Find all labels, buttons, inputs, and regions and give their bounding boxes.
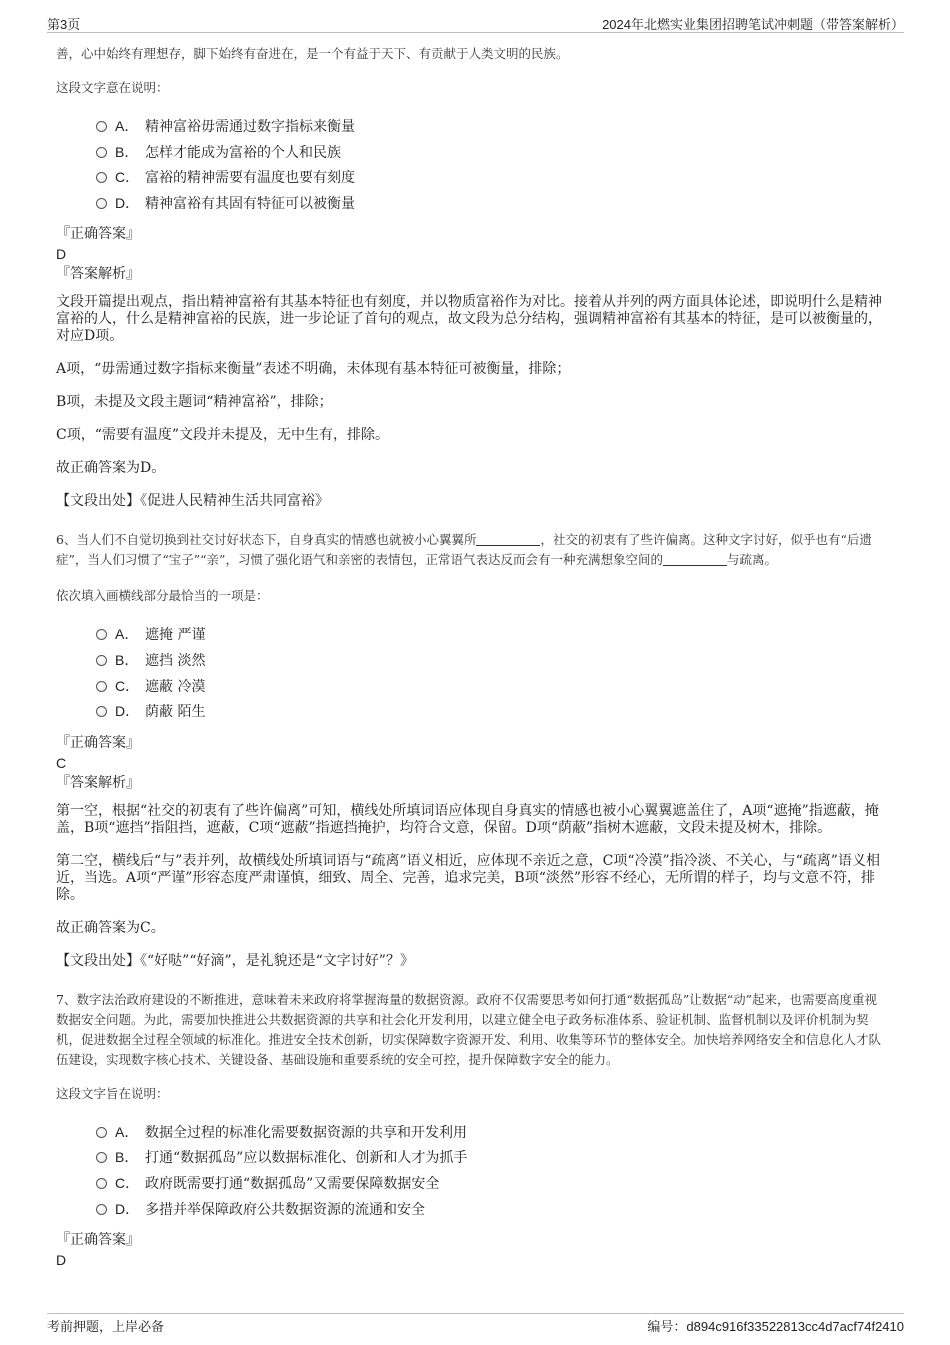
q6-analysis-2: 第二空，横线后“与”表并列，故横线处所填词语与“疏离”语义相近，应体现不亲近之意，C项“冷漠”指冷淡、不关心，与“疏离”语义相近，当选。A项“严谨”形容态度严肃谨慎，细致、周全、完善，追求完美，B项“淡然”形容不经心，无所谓的样子，均与文意不符，排除。	[56, 852, 880, 903]
page-number: 第3页	[47, 17, 81, 32]
q5-option-b[interactable]: B． 怎样才能成为富裕的个人和民族	[96, 140, 886, 166]
radio-icon[interactable]	[96, 121, 107, 132]
q7-prompt: 这段文字旨在说明：	[56, 1085, 169, 1101]
q5-passage-tail: 善，心中始终有理想存，脚下始终有奋进在，是一个有益于天下、有贡献于人类文明的民族。	[56, 46, 569, 61]
q6-answer-label: 『正确答案』	[56, 734, 140, 751]
q7-stem: 7、数字法治政府建设的不断推进，意味着未来政府将掌握海量的数据资源。政府不仅需要思考如何打通“数据孤岛”让数据“动”起来，也需要高度重视数据安全问题。为此，需要加快推进公共数据资源的共享和社会化开发利用，以建立健全电子政务标准体系、验证机制、监督机制以及评价机制为契机，促进数据全过程全领域的标准化。推进安全技术创新，切实保障数字资源开发、利用、收集等环节的整体安全。加快培养网络安全和信息化人才队伍建设，实现数字核心技术、关键设备、基础设施和重要系统的安全可控，提升保障数字安全的能力。	[56, 991, 882, 1067]
q6-prompt: 依次填入画横线部分最恰当的一项是：	[56, 588, 269, 604]
q5-option-d[interactable]: D． 精神富裕有其固有特征可以被衡量	[96, 191, 886, 217]
q5-analysis-4: C项，“需要有温度”文段并未提及，无中生有，排除。	[56, 427, 390, 444]
fill-blank-1	[476, 532, 540, 546]
document-title: 2024年北燃实业集团招聘笔试冲刺题（带答案解析）	[602, 17, 904, 32]
q6-analysis-1: 第一空，根据“社交的初衷有了些许偏离”可知，横线处所填词语应体现自身真实的情感也被小心翼翼遮盖住了，A项“遮掩”指遮蔽，掩盖，B项“遮挡”指阻挡，遮蔽，C项“遮蔽”指遮挡掩护，均符合文意，保留。D项“荫蔽”指树木遮蔽，文段未提及树木，排除。	[56, 802, 879, 836]
document-code: 编号：d894c916f33522813cc4d7acf74f2410	[647, 1319, 904, 1334]
q7-option-d[interactable]: D． 多措并举保障政府公共数据资源的流通和安全	[96, 1197, 886, 1223]
q5-source: 【文段出处】《促进人民精神生活共同富裕》	[56, 493, 329, 510]
q6-options	[56, 622, 886, 724]
footer-slogan: 考前押题，上岸必备	[47, 1319, 165, 1334]
radio-icon[interactable]	[96, 629, 107, 640]
q5-prompt: 这段文字意在说明：	[56, 80, 169, 95]
q5-answer: D	[56, 246, 67, 263]
radio-icon[interactable]	[96, 198, 107, 209]
q5-analysis-2: A项，“毋需通过数字指标来衡量”表述不明确，未体现有基本特征可被衡量，排除；	[56, 361, 571, 378]
radio-icon[interactable]	[96, 1204, 107, 1215]
q6-option-c[interactable]: C． 遮蔽 冷漠	[96, 674, 886, 700]
q7-option-c[interactable]: C． 政府既需要打通“数据孤岛”又需要保障数据安全	[96, 1171, 886, 1197]
q5-options	[56, 114, 886, 216]
page-header	[47, 12, 904, 33]
radio-icon[interactable]	[96, 655, 107, 666]
q7-answer: D	[56, 1252, 67, 1269]
q6-source: 【文段出处】《“好哒”“好滴”，是礼貌还是“文字讨好”？》	[56, 952, 414, 969]
page-footer	[47, 1313, 904, 1334]
page-content	[56, 44, 886, 1270]
q6-stem: 6、当人们不自觉切换到社交讨好状态下，自身真实的情感也就被小心翼翼所 ，社交的初衷有了些许偏离。这种文字讨好，似乎也有“后遗症”，当人们习惯了“宝子”“亲”，习惯了强化语气和亲密的表情包，正常语气表达反而会有一种充满想象空间的 与疏离。	[56, 532, 872, 568]
radio-icon[interactable]	[96, 1152, 107, 1163]
q6-option-b[interactable]: B． 遮挡 淡然	[96, 648, 886, 674]
q6-answer: C	[56, 754, 67, 771]
radio-icon[interactable]	[96, 147, 107, 158]
q7-option-a[interactable]: A． 数据全过程的标准化需要数据资源的共享和开发利用	[96, 1120, 886, 1146]
q5-option-a[interactable]: A． 精神富裕毋需通过数字指标来衡量	[96, 114, 886, 140]
q6-option-a[interactable]: A． 遮掩 严谨	[96, 622, 886, 648]
radio-icon[interactable]	[96, 1127, 107, 1138]
q5-answer-label: 『正确答案』	[56, 226, 140, 243]
radio-icon[interactable]	[96, 1178, 107, 1189]
q5-analysis-3: B项，未提及文段主题词“精神富裕”，排除；	[56, 394, 333, 411]
q5-analysis-label: 『答案解析』	[56, 266, 140, 283]
q5-option-c[interactable]: C． 富裕的精神需要有温度也要有刻度	[96, 165, 886, 191]
fill-blank-2	[663, 552, 727, 566]
q5-analysis-5: 故正确答案为D。	[56, 460, 166, 477]
q6-option-d[interactable]: D． 荫蔽 陌生	[96, 699, 886, 725]
q7-answer-label: 『正确答案』	[56, 1232, 140, 1249]
q5-analysis-1: 文段开篇提出观点，指出精神富裕有其基本特征也有刻度，并以物质富裕作为对比。接着从并列的两方面具体论述，即说明什么是精神富裕的人，什么是精神富裕的民族，进一步论证了首句的观点，故文段为总分结构，强调精神富裕有其基本的特征，是可以被衡量的，对应D项。	[56, 294, 882, 345]
q6-analysis-3: 故正确答案为C。	[56, 919, 165, 936]
radio-icon[interactable]	[96, 681, 107, 692]
q7-option-b[interactable]: B． 打通“数据孤岛”应以数据标准化、创新和人才为抓手	[96, 1145, 886, 1171]
q7-options	[56, 1120, 886, 1222]
radio-icon[interactable]	[96, 706, 107, 717]
q6-analysis-label: 『答案解析』	[56, 774, 140, 791]
radio-icon[interactable]	[96, 172, 107, 183]
